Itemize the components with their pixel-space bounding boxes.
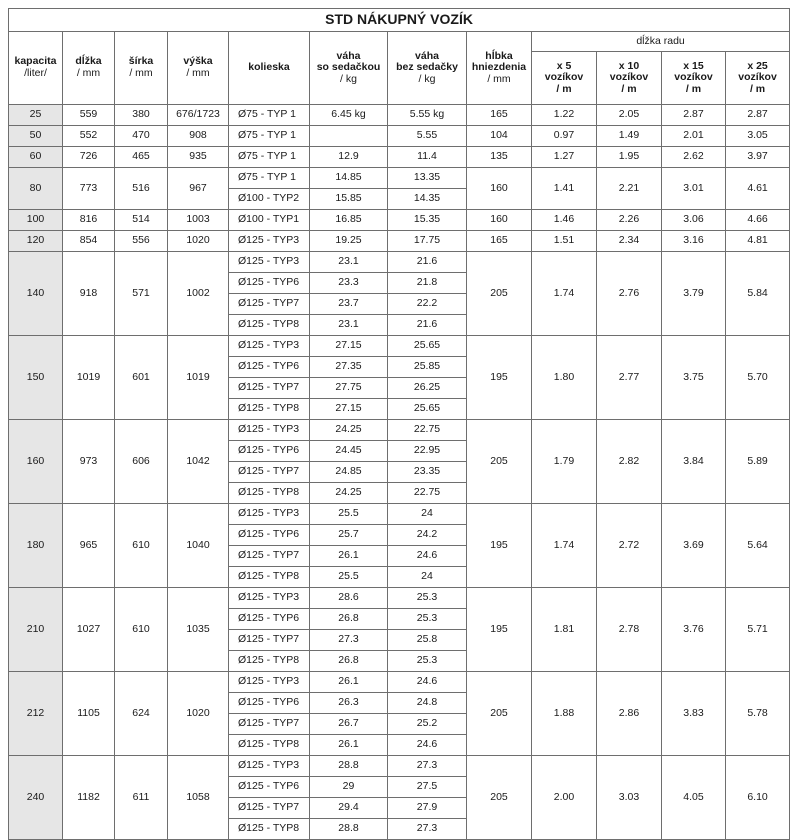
weight-without-seat-cell: 17.75	[388, 231, 467, 252]
weight-with-seat-cell: 26.3	[310, 693, 388, 714]
wheel-type-cell: Ø125 - TYP6	[229, 357, 310, 378]
row-length-x10-cell: 2.34	[597, 231, 662, 252]
weight-without-seat-cell: 24	[388, 567, 467, 588]
wheel-type-cell: Ø125 - TYP3	[229, 336, 310, 357]
table-row	[9, 231, 790, 252]
height-cell: 935	[168, 147, 229, 168]
weight-without-seat-cell: 21.6	[388, 315, 467, 336]
row-length-x25-cell: 3.05	[726, 126, 790, 147]
wheel-type-cell: Ø100 - TYP1	[229, 210, 310, 231]
row-length-x15-cell: 3.84	[662, 420, 726, 504]
row-length-x25-cell: 5.84	[726, 252, 790, 336]
row-length-x15-cell: 3.76	[662, 588, 726, 672]
weight-with-seat-cell: 27.15	[310, 336, 388, 357]
wheel-type-cell: Ø125 - TYP7	[229, 630, 310, 651]
wheel-type-cell: Ø125 - TYP8	[229, 567, 310, 588]
height-cell: 967	[168, 168, 229, 210]
weight-without-seat-cell: 25.3	[388, 588, 467, 609]
width-cell: 571	[115, 252, 168, 336]
weight-without-seat-cell: 22.2	[388, 294, 467, 315]
weight-without-seat-cell: 27.5	[388, 777, 467, 798]
nesting-depth-cell: 205	[467, 252, 532, 336]
nesting-depth-cell: 205	[467, 672, 532, 756]
weight-with-seat-cell: 26.1	[310, 735, 388, 756]
capacity-cell: 140	[9, 252, 63, 336]
nesting-depth-cell: 205	[467, 420, 532, 504]
row-length-x15-cell: 3.06	[662, 210, 726, 231]
wheel-type-cell: Ø125 - TYP3	[229, 672, 310, 693]
row-length-x25-cell: 5.64	[726, 504, 790, 588]
height-cell: 1003	[168, 210, 229, 231]
weight-with-seat-cell: 25.5	[310, 567, 388, 588]
height-cell: 1020	[168, 672, 229, 756]
header-x10: x 10 vozíkov / m	[597, 52, 662, 105]
weight-without-seat-cell: 25.85	[388, 357, 467, 378]
wheel-type-cell: Ø125 - TYP6	[229, 441, 310, 462]
weight-with-seat-cell: 24.85	[310, 462, 388, 483]
weight-with-seat-cell: 14.85	[310, 168, 388, 189]
weight-with-seat-cell: 27.15	[310, 399, 388, 420]
height-cell: 1019	[168, 336, 229, 420]
wheel-type-cell: Ø75 - TYP 1	[229, 168, 310, 189]
row-length-x5-cell: 0.97	[532, 126, 597, 147]
weight-with-seat-cell: 24.45	[310, 441, 388, 462]
table-row	[9, 252, 790, 273]
weight-without-seat-cell: 24.2	[388, 525, 467, 546]
width-cell: 465	[115, 147, 168, 168]
capacity-cell: 150	[9, 336, 63, 420]
weight-with-seat-cell: 25.5	[310, 504, 388, 525]
capacity-cell: 50	[9, 126, 63, 147]
wheel-type-cell: Ø125 - TYP8	[229, 315, 310, 336]
header-nesting-depth: hĺbka hniezdenia / mm	[467, 32, 532, 105]
row-length-x10-cell: 2.77	[597, 336, 662, 420]
height-cell: 1040	[168, 504, 229, 588]
row-length-x10-cell: 1.49	[597, 126, 662, 147]
wheel-type-cell: Ø125 - TYP7	[229, 378, 310, 399]
row-length-x10-cell: 2.78	[597, 588, 662, 672]
height-cell: 1058	[168, 756, 229, 840]
weight-without-seat-cell: 25.3	[388, 651, 467, 672]
capacity-cell: 100	[9, 210, 63, 231]
header-x25: x 25 vozíkov / m	[726, 52, 790, 105]
wheel-type-cell: Ø75 - TYP 1	[229, 126, 310, 147]
wheel-type-cell: Ø125 - TYP6	[229, 525, 310, 546]
table-row	[9, 168, 790, 189]
weight-with-seat-cell: 15.85	[310, 189, 388, 210]
table-row	[9, 147, 790, 168]
length-cell: 552	[63, 126, 115, 147]
width-cell: 514	[115, 210, 168, 231]
table-row	[9, 210, 790, 231]
wheel-type-cell: Ø125 - TYP7	[229, 714, 310, 735]
row-length-x10-cell: 2.76	[597, 252, 662, 336]
row-length-x10-cell: 2.26	[597, 210, 662, 231]
wheel-type-cell: Ø125 - TYP6	[229, 693, 310, 714]
row-length-x5-cell: 1.88	[532, 672, 597, 756]
row-length-x15-cell: 3.75	[662, 336, 726, 420]
wheel-type-cell: Ø125 - TYP8	[229, 819, 310, 840]
wheel-type-cell: Ø125 - TYP6	[229, 609, 310, 630]
weight-without-seat-cell: 22.75	[388, 483, 467, 504]
weight-without-seat-cell: 22.75	[388, 420, 467, 441]
wheel-type-cell: Ø125 - TYP3	[229, 231, 310, 252]
row-length-x5-cell: 2.00	[532, 756, 597, 840]
height-cell: 676/1723	[168, 105, 229, 126]
header-row-length: dĺžka radu	[532, 32, 790, 52]
capacity-cell: 120	[9, 231, 63, 252]
weight-with-seat-cell: 23.3	[310, 273, 388, 294]
weight-with-seat-cell: 25.7	[310, 525, 388, 546]
weight-without-seat-cell: 24.6	[388, 546, 467, 567]
header-x5: x 5 vozíkov / m	[532, 52, 597, 105]
weight-without-seat-cell: 11.4	[388, 147, 467, 168]
width-cell: 556	[115, 231, 168, 252]
wheel-type-cell: Ø75 - TYP 1	[229, 147, 310, 168]
row-length-x25-cell: 6.10	[726, 756, 790, 840]
table-row	[9, 126, 790, 147]
length-cell: 816	[63, 210, 115, 231]
row-length-x10-cell: 1.95	[597, 147, 662, 168]
weight-without-seat-cell: 13.35	[388, 168, 467, 189]
weight-with-seat-cell: 28.8	[310, 756, 388, 777]
row-length-x25-cell: 2.87	[726, 105, 790, 126]
capacity-cell: 80	[9, 168, 63, 210]
wheel-type-cell: Ø125 - TYP8	[229, 651, 310, 672]
weight-without-seat-cell: 24.8	[388, 693, 467, 714]
weight-with-seat-cell: 29	[310, 777, 388, 798]
row-length-x15-cell: 2.62	[662, 147, 726, 168]
capacity-cell: 60	[9, 147, 63, 168]
length-cell: 918	[63, 252, 115, 336]
capacity-cell: 240	[9, 756, 63, 840]
nesting-depth-cell: 160	[467, 210, 532, 231]
length-cell: 773	[63, 168, 115, 210]
height-cell: 908	[168, 126, 229, 147]
wheel-type-cell: Ø125 - TYP3	[229, 420, 310, 441]
wheel-type-cell: Ø125 - TYP3	[229, 252, 310, 273]
length-cell: 726	[63, 147, 115, 168]
wheel-type-cell: Ø125 - TYP3	[229, 756, 310, 777]
length-cell: 973	[63, 420, 115, 504]
weight-without-seat-cell: 22.95	[388, 441, 467, 462]
row-length-x15-cell: 3.69	[662, 504, 726, 588]
header-x15: x 15 vozíkov / m	[662, 52, 726, 105]
table-body	[9, 105, 790, 840]
length-cell: 559	[63, 105, 115, 126]
row-length-x5-cell: 1.74	[532, 504, 597, 588]
nesting-depth-cell: 104	[467, 126, 532, 147]
row-length-x25-cell: 5.71	[726, 588, 790, 672]
weight-with-seat-cell: 24.25	[310, 483, 388, 504]
nesting-depth-cell: 160	[467, 168, 532, 210]
length-cell: 1027	[63, 588, 115, 672]
width-cell: 470	[115, 126, 168, 147]
row-length-x15-cell: 2.01	[662, 126, 726, 147]
table-row	[9, 420, 790, 441]
wheel-type-cell: Ø125 - TYP6	[229, 273, 310, 294]
cart-spec-table	[8, 8, 790, 840]
weight-with-seat-cell: 16.85	[310, 210, 388, 231]
width-cell: 601	[115, 336, 168, 420]
row-length-x5-cell: 1.79	[532, 420, 597, 504]
table-row	[9, 105, 790, 126]
table-row	[9, 672, 790, 693]
weight-without-seat-cell: 25.3	[388, 609, 467, 630]
weight-with-seat-cell: 6.45 kg	[310, 105, 388, 126]
width-cell: 624	[115, 672, 168, 756]
nesting-depth-cell: 165	[467, 231, 532, 252]
row-length-x15-cell: 3.83	[662, 672, 726, 756]
width-cell: 516	[115, 168, 168, 210]
row-length-x15-cell: 3.01	[662, 168, 726, 210]
nesting-depth-cell: 195	[467, 504, 532, 588]
wheel-type-cell: Ø125 - TYP7	[229, 462, 310, 483]
width-cell: 380	[115, 105, 168, 126]
table-row	[9, 504, 790, 525]
weight-with-seat-cell: 26.1	[310, 546, 388, 567]
weight-without-seat-cell: 24.6	[388, 672, 467, 693]
nesting-depth-cell: 135	[467, 147, 532, 168]
weight-with-seat-cell: 26.1	[310, 672, 388, 693]
weight-without-seat-cell: 25.65	[388, 399, 467, 420]
row-length-x10-cell: 2.21	[597, 168, 662, 210]
row-length-x25-cell: 4.66	[726, 210, 790, 231]
weight-with-seat-cell: 28.8	[310, 819, 388, 840]
weight-with-seat-cell	[310, 126, 388, 147]
row-length-x25-cell: 4.61	[726, 168, 790, 210]
row-length-x5-cell: 1.74	[532, 252, 597, 336]
weight-without-seat-cell: 26.25	[388, 378, 467, 399]
row-length-x5-cell: 1.81	[532, 588, 597, 672]
wheel-type-cell: Ø125 - TYP8	[229, 483, 310, 504]
weight-with-seat-cell: 27.3	[310, 630, 388, 651]
weight-without-seat-cell: 25.8	[388, 630, 467, 651]
weight-with-seat-cell: 26.8	[310, 609, 388, 630]
nesting-depth-cell: 195	[467, 336, 532, 420]
weight-without-seat-cell: 24	[388, 504, 467, 525]
row-length-x5-cell: 1.46	[532, 210, 597, 231]
wheel-type-cell: Ø75 - TYP 1	[229, 105, 310, 126]
table-row	[9, 756, 790, 777]
row-length-x10-cell: 2.72	[597, 504, 662, 588]
weight-with-seat-cell: 23.7	[310, 294, 388, 315]
capacity-cell: 180	[9, 504, 63, 588]
height-cell: 1002	[168, 252, 229, 336]
weight-without-seat-cell: 21.6	[388, 252, 467, 273]
row-length-x10-cell: 2.86	[597, 672, 662, 756]
weight-without-seat-cell: 25.65	[388, 336, 467, 357]
wheel-type-cell: Ø125 - TYP8	[229, 399, 310, 420]
row-length-x5-cell: 1.27	[532, 147, 597, 168]
height-cell: 1035	[168, 588, 229, 672]
weight-with-seat-cell: 23.1	[310, 315, 388, 336]
weight-with-seat-cell: 12.9	[310, 147, 388, 168]
length-cell: 1182	[63, 756, 115, 840]
header-capacity: kapacita /liter/	[9, 32, 63, 105]
weight-with-seat-cell: 24.25	[310, 420, 388, 441]
header-width: šírka / mm	[115, 32, 168, 105]
weight-without-seat-cell: 5.55	[388, 126, 467, 147]
weight-without-seat-cell: 14.35	[388, 189, 467, 210]
capacity-cell: 25	[9, 105, 63, 126]
width-cell: 606	[115, 420, 168, 504]
table-title: STD NÁKUPNÝ VOZÍK	[9, 9, 790, 32]
weight-without-seat-cell: 21.8	[388, 273, 467, 294]
width-cell: 611	[115, 756, 168, 840]
row-length-x10-cell: 2.05	[597, 105, 662, 126]
header-height: výška / mm	[168, 32, 229, 105]
row-length-x25-cell: 5.89	[726, 420, 790, 504]
weight-with-seat-cell: 27.75	[310, 378, 388, 399]
weight-without-seat-cell: 27.3	[388, 756, 467, 777]
wheel-type-cell: Ø125 - TYP6	[229, 777, 310, 798]
row-length-x5-cell: 1.22	[532, 105, 597, 126]
height-cell: 1042	[168, 420, 229, 504]
row-length-x10-cell: 3.03	[597, 756, 662, 840]
weight-without-seat-cell: 23.35	[388, 462, 467, 483]
wheel-type-cell: Ø125 - TYP3	[229, 588, 310, 609]
row-length-x15-cell: 4.05	[662, 756, 726, 840]
weight-without-seat-cell: 27.9	[388, 798, 467, 819]
weight-with-seat-cell: 19.25	[310, 231, 388, 252]
row-length-x25-cell: 4.81	[726, 231, 790, 252]
weight-without-seat-cell: 25.2	[388, 714, 467, 735]
weight-with-seat-cell: 27.35	[310, 357, 388, 378]
wheel-type-cell: Ø125 - TYP7	[229, 294, 310, 315]
weight-with-seat-cell: 28.6	[310, 588, 388, 609]
weight-with-seat-cell: 26.7	[310, 714, 388, 735]
capacity-cell: 160	[9, 420, 63, 504]
width-cell: 610	[115, 504, 168, 588]
weight-with-seat-cell: 26.8	[310, 651, 388, 672]
row-length-x25-cell: 5.78	[726, 672, 790, 756]
wheel-type-cell: Ø125 - TYP3	[229, 504, 310, 525]
row-length-x15-cell: 3.79	[662, 252, 726, 336]
weight-without-seat-cell: 5.55 kg	[388, 105, 467, 126]
table-row	[9, 588, 790, 609]
length-cell: 965	[63, 504, 115, 588]
capacity-cell: 210	[9, 588, 63, 672]
length-cell: 854	[63, 231, 115, 252]
length-cell: 1019	[63, 336, 115, 420]
weight-without-seat-cell: 24.6	[388, 735, 467, 756]
nesting-depth-cell: 205	[467, 756, 532, 840]
row-length-x25-cell: 3.97	[726, 147, 790, 168]
row-length-x15-cell: 3.16	[662, 231, 726, 252]
weight-without-seat-cell: 27.3	[388, 819, 467, 840]
wheel-type-cell: Ø125 - TYP7	[229, 546, 310, 567]
table-row	[9, 336, 790, 357]
length-cell: 1105	[63, 672, 115, 756]
nesting-depth-cell: 195	[467, 588, 532, 672]
header-weight-without-seat: váha bez sedačky / kg	[388, 32, 467, 105]
weight-without-seat-cell: 15.35	[388, 210, 467, 231]
row-length-x5-cell: 1.41	[532, 168, 597, 210]
height-cell: 1020	[168, 231, 229, 252]
header-weight-with-seat: váha so sedačkou / kg	[310, 32, 388, 105]
wheel-type-cell: Ø100 - TYP2	[229, 189, 310, 210]
row-length-x25-cell: 5.70	[726, 336, 790, 420]
weight-with-seat-cell: 23.1	[310, 252, 388, 273]
row-length-x5-cell: 1.51	[532, 231, 597, 252]
wheel-type-cell: Ø125 - TYP7	[229, 798, 310, 819]
row-length-x5-cell: 1.80	[532, 336, 597, 420]
header-wheels: kolieska	[229, 32, 310, 105]
header-length: dĺžka / mm	[63, 32, 115, 105]
wheel-type-cell: Ø125 - TYP8	[229, 735, 310, 756]
row-length-x15-cell: 2.87	[662, 105, 726, 126]
capacity-cell: 212	[9, 672, 63, 756]
row-length-x10-cell: 2.82	[597, 420, 662, 504]
nesting-depth-cell: 165	[467, 105, 532, 126]
width-cell: 610	[115, 588, 168, 672]
weight-with-seat-cell: 29.4	[310, 798, 388, 819]
